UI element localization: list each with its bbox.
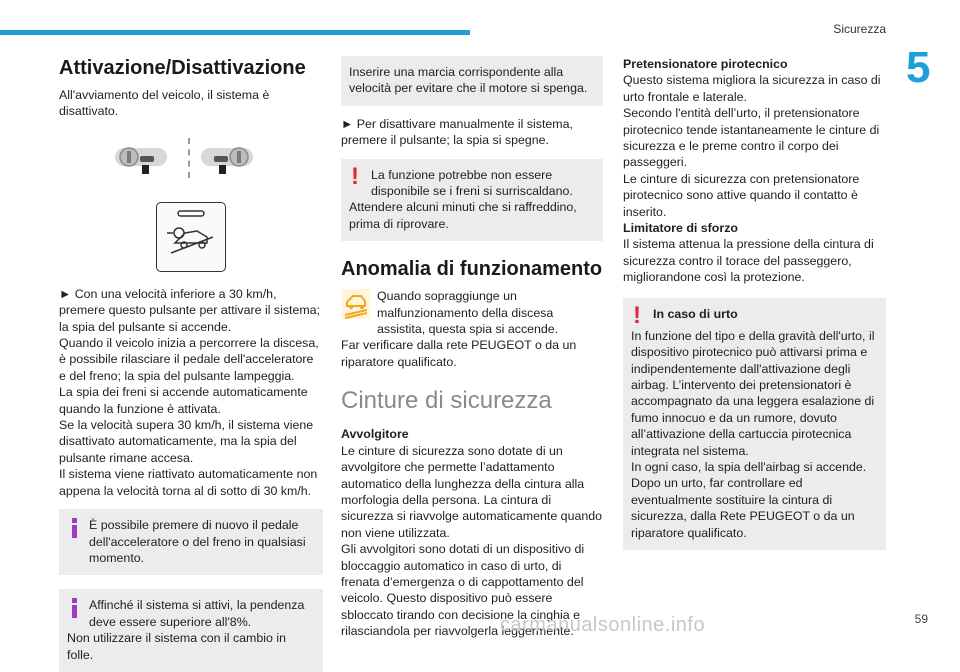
warning-icon: ! bbox=[633, 301, 641, 329]
info-note bbox=[59, 589, 323, 672]
info-note bbox=[59, 509, 323, 575]
subheading-reel: Avvolgitore bbox=[341, 427, 409, 442]
body-line: Se la velocità supera 30 km/h, il sistema viene disattivato automaticamente, ma la spia del pulsante rimane accesa. bbox=[59, 418, 314, 465]
pretensioner-text: Le cinture di sicurezza con pretensionatore pirotecnico sono attive quando il contatto è inserito. bbox=[623, 171, 860, 219]
stalk-illustration bbox=[59, 138, 323, 190]
anomaly-text: Far verificare dalla rete PEUGEOT o da un riparatore qualificato. bbox=[341, 338, 577, 369]
warning-text: Attendere alcuni minuti che si raffreddino, prima di riprovare. bbox=[349, 200, 577, 231]
steering-stalk-icon bbox=[199, 140, 255, 180]
hill-descent-fault-icon bbox=[341, 288, 371, 320]
intro-text: All'avviamento del veicolo, il sistema è disattivato. bbox=[59, 88, 270, 119]
note-text: Inserire una marcia corrispondente alla velocità per evitare che il motore si spenga. bbox=[349, 65, 588, 96]
chapter-number: 5 bbox=[906, 43, 931, 92]
plain-note bbox=[341, 56, 603, 106]
hill-descent-control-icon bbox=[157, 203, 225, 271]
watermark: carmanualsonline.info bbox=[500, 614, 706, 636]
warning-title: In caso di urto bbox=[653, 306, 738, 321]
steering-stalk-icon bbox=[113, 140, 169, 180]
body-line: Quando il veicolo inizia a percorrere la discesa, è possibile rilasciare il pedale dell'acceleratore e del freno; la spia del pulsante lampeggia. bbox=[59, 336, 319, 383]
hill-descent-button bbox=[156, 202, 226, 272]
info-note-text: È possibile premere di nuovo il pedale dell'acceleratore o del freno in qualsiasi momento. bbox=[89, 518, 306, 565]
body-line: Il sistema viene riattivato automaticamente non appena la velocità torna al di sotto di 30 km/h. bbox=[59, 467, 318, 498]
heading-activation: Attivazione/Disattivazione bbox=[59, 57, 306, 79]
heading-seat-belts: Cinture di sicurezza bbox=[341, 387, 552, 415]
warning-text: Dopo un urto, far controllare ed eventualmente sostituire la cintura di sicurezza, dalla Rete PEUGEOT o da un riparatore qualificato. bbox=[631, 476, 855, 540]
reel-text: Gli avvolgitori sono dotati di un dispositivo di bloccaggio automatico in caso di urto, di frenata d’emergenza o di cappottamento del veicolo. Questo dispositivo può essere sbloccato tirando con decisione la cinghia e rilasciandola per riavvolgerla leggermente. bbox=[341, 542, 585, 639]
page-number: 59 bbox=[914, 612, 928, 626]
column-3 bbox=[623, 56, 886, 550]
pretensioner-text: Questo sistema migliora la sicurezza in caso di urto frontale e laterale. bbox=[623, 73, 881, 104]
heading-anomaly: Anomalia di funzionamento bbox=[341, 258, 603, 281]
subheading-force-limiter: Limitatore di sforzo bbox=[623, 221, 738, 236]
info-note-text: Affinché il sistema si attivi, la pendenza deve essere superiore all'8%. bbox=[89, 598, 305, 629]
section-title: Sicurezza bbox=[833, 22, 886, 36]
warning-text: In ogni caso, la spia dell'airbag si accende. bbox=[631, 459, 867, 474]
info-icon bbox=[67, 517, 89, 539]
reel-text: Le cinture di sicurezza sono dotate di un avvolgitore che permette l’adattamento automatico della lunghezza della cintura alla morfologia della persona. La cintura di sicurezza si riavvolge automaticamente quando non viene utilizzata. bbox=[341, 443, 603, 540]
warning-icon: ! bbox=[351, 162, 359, 190]
header-accent-bar bbox=[0, 30, 470, 35]
warning-note bbox=[341, 159, 603, 242]
column-2 bbox=[341, 56, 603, 640]
deactivate-text: ► Per disattivare manualmente il sistema, premere il pulsante; la spia si spegne. bbox=[341, 116, 573, 148]
anomaly-text: Quando sopraggiunge un malfunzionamento della discesa assistita, questa spia si accende. bbox=[377, 289, 559, 337]
info-note-text: Non utilizzare il sistema con il cambio in folle. bbox=[67, 631, 286, 662]
warning-text: In funzione del tipo e della gravità dell'urto, il dispositivo pirotecnico può attivarsi prima e indipendentemente dall'attivazione degli airbag. L’intervento dei pretensionatori è accompagnato da una leggera esalazione di fumo innocuo e da un rumore, dovuto all’attivazione della cartuccia pirotecnica integrata nel sistema. bbox=[631, 328, 875, 458]
pretensioner-text: Secondo l'entità dell’urto, il pretensionatore pirotecnico tende istantaneamente le cinture di sicurezza e le preme contro il corpo dei passeggeri. bbox=[623, 106, 880, 170]
info-icon bbox=[67, 597, 89, 619]
body-line: ► Con una velocità inferiore a 30 km/h, premere questo pulsante per attivare il sistema; la spia del pulsante si accende. bbox=[59, 286, 321, 334]
anomaly-block bbox=[341, 288, 603, 337]
subheading-pretensioner: Pretensionatore pirotecnico bbox=[623, 57, 788, 71]
warning-text: La funzione potrebbe non essere disponibile se i freni si surriscaldano. bbox=[371, 167, 573, 199]
force-limiter-text: Il sistema attenua la pressione della cintura di sicurezza contro il torace del passeggero, migliorandone così la protezione. bbox=[623, 237, 874, 285]
body-line: La spia dei freni si accende automaticamente quando la funzione è attivata. bbox=[59, 385, 308, 416]
divider bbox=[188, 138, 192, 178]
column-1 bbox=[59, 56, 323, 672]
warning-note bbox=[623, 298, 886, 550]
